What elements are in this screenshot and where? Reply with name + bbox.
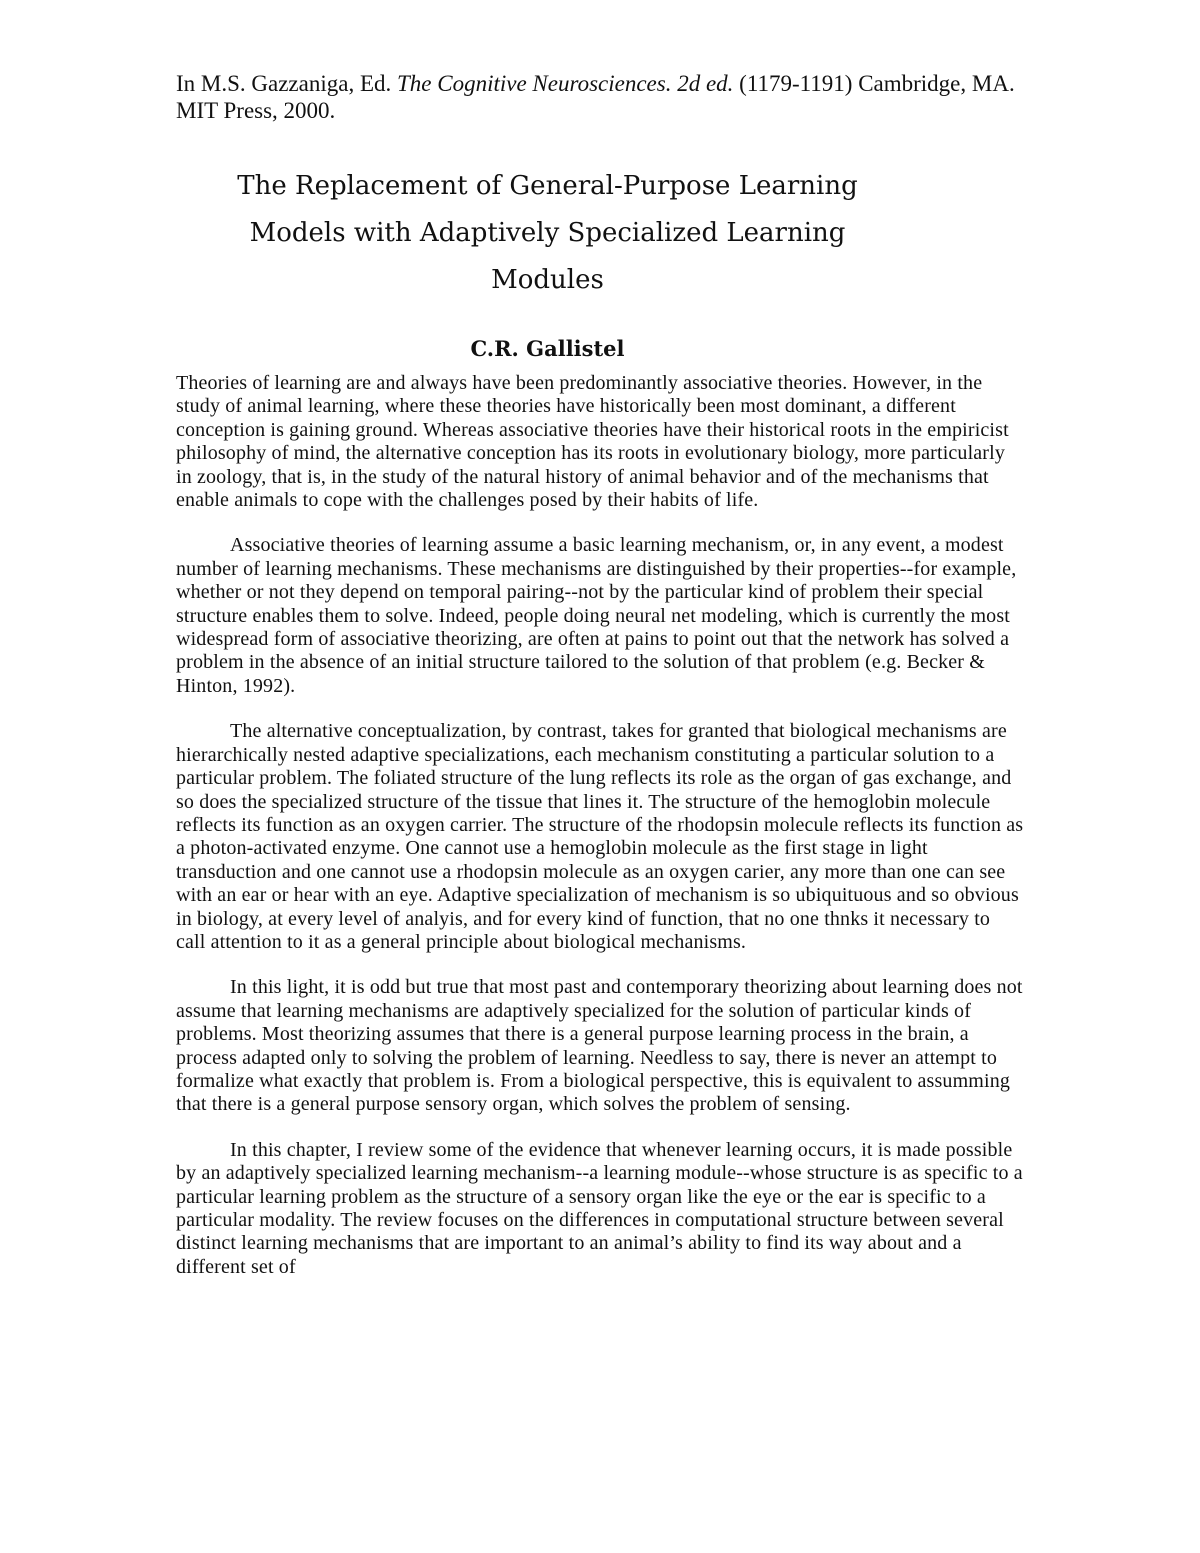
citation-suffix: (1179-1191) Cambridge, MA. MIT Press, 2000.: [176, 71, 1015, 123]
citation: [176, 70, 1036, 124]
paragraph: Theories of learning are and always have been predominantly associative theories. However, in the study of animal learning, where these theories have historically been most dominant, a different conception is gaining ground. Whereas associative theories have their historical roots in the empiricist philosophy of mind, the alternative conception has its roots in evolutionary biology, more particularly in zoology, that is, in the study of the natural history of animal behavior and of the mechanisms that enable animals to cope with the challenges posed by their habits of life.: [176, 372, 1009, 512]
paragraph: The alternative conceptualization, by contrast, takes for granted that biological mechanisms are hierarchically nested adaptive specializations, each mechanism constituting a particular solution to a particular problem. The foliated structure of the lung reflects its role as the organ of gas exchange, and so does the specialized structure of the tissue that lines it. The structure of the hemoglobin molecule reflects its function as an oxygen carrier. The structure of the rhodopsin molecule reflects its function as a photon-activated enzyme. One cannot use a hemoglobin molecule as the first stage in light transduction and one cannot use a rhodopsin molecule as an oxygen carier, any more than one can see with an ear or hear with an eye. Adaptive specialization of mechanism is so ubiquituous and so obvious in biology, at every level of analyis, and for every kind of function, that no one thnks it necessary to call attention to it as a general principle about biological mechanisms.: [176, 720, 1024, 953]
title-line-1: The Replacement of General-Purpose Learning: [237, 171, 858, 201]
body-text: [176, 372, 1024, 1301]
paragraph: In this light, it is odd but true that most past and contemporary theorizing about learning does not assume that learning mechanisms are adaptively specialized for the solution of particular kinds of problems. Most theorizing assumes that there is a general purpose learning process in the brain, a process adapted only to solving the problem of learning. Needless to say, there is never an attempt to formalize what exactly that problem is. From a biological perspective, this is equivalent to assumming that there is a general purpose sensory organ, which solves the problem of sensing.: [176, 976, 1023, 1116]
title-line-2: Models with Adaptively Specialized Learning: [249, 218, 846, 248]
citation-prefix: In M.S. Gazzaniga, Ed.: [176, 71, 397, 96]
author-name: C.R. Gallistel: [470, 336, 625, 361]
document-title: [150, 163, 945, 304]
paragraph: In this chapter, I review some of the evidence that whenever learning occurs, it is made possible by an adaptively specialized learning mechanism--a learning module--whose structure is as specific to a particular learning problem as the structure of a sensory organ like the eye or the ear is specific to a particular modality. The review focuses on the differences in computational structure between several distinct learning mechanisms that are important to an animal’s ability to find its way about and a different set of: [176, 1138, 1023, 1278]
title-line-3: Modules: [491, 265, 604, 295]
paragraph: Associative theories of learning assume a basic learning mechanism, or, in any event, a modest number of learning mechanisms. These mechanisms are distinguished by their properties--for example, whether or not they depend on temporal pairing--not by the particular kind of problem their special structure enables them to solve. Indeed, people doing neural net modeling, which is currently the most widespread form of associative theorizing, are often at pains to point out that the network has solved a problem in the absence of an initial structure tailored to the solution of that problem (e.g. Becker & Hinton, 1992).: [176, 534, 1017, 697]
citation-book-title: The Cognitive Neurosciences. 2d ed.: [397, 71, 734, 96]
